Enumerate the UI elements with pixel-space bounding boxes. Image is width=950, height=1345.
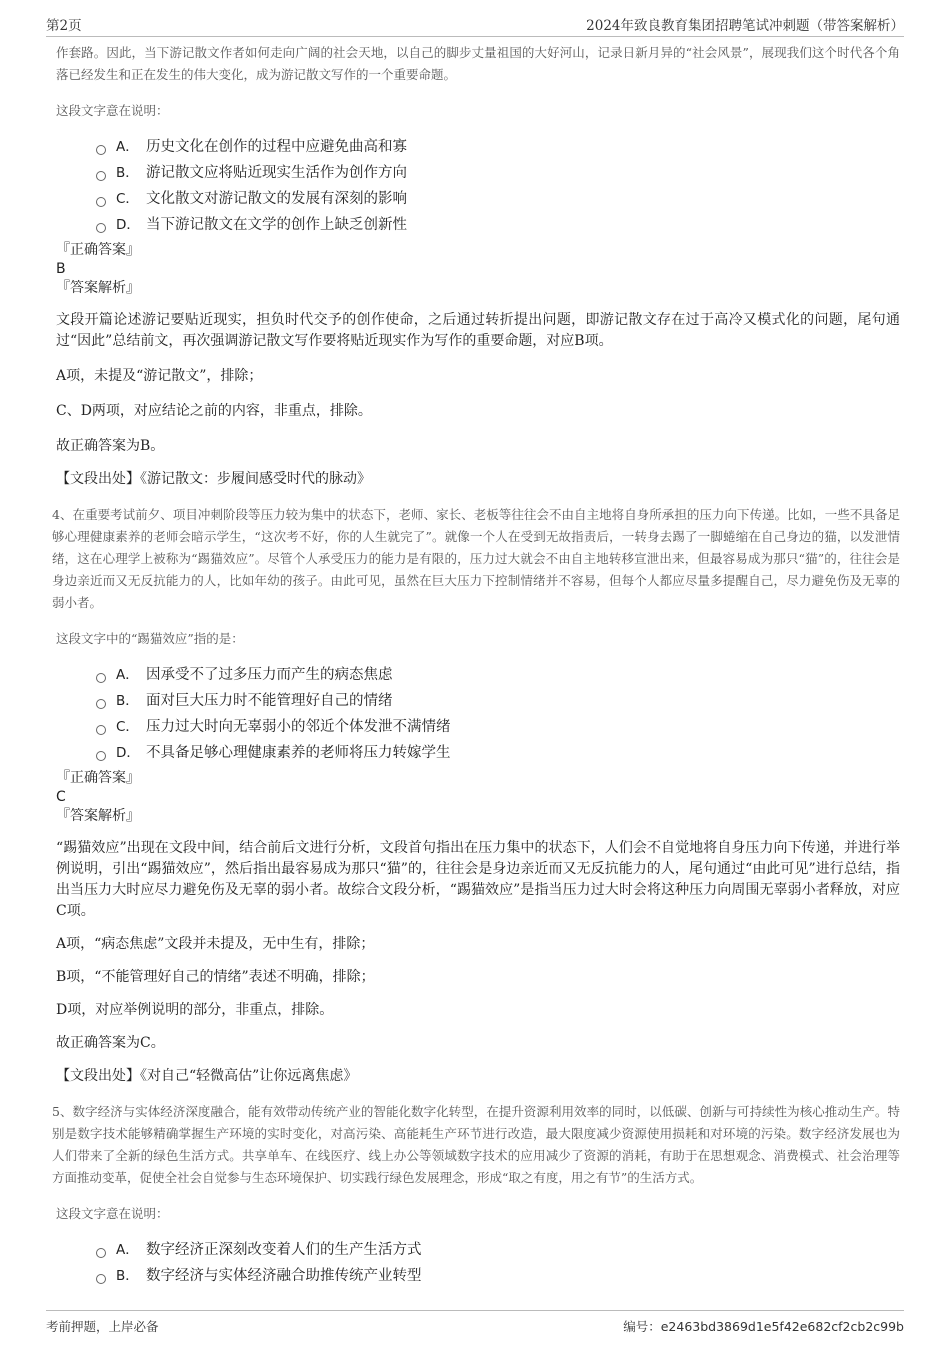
analysis-label: 『答案解析』: [56, 280, 140, 296]
radio-button-icon[interactable]: [96, 699, 106, 709]
analysis-text: C、D两项，对应结论之前的内容，非重点，排除。: [56, 403, 372, 419]
passage-source: 【文段出处】《游记散文：步履间感受时代的脉动》: [56, 471, 371, 487]
radio-button-icon[interactable]: [96, 673, 106, 683]
option-d[interactable]: D． 不具备足够心理健康素养的老师将压力转嫁学生: [96, 740, 900, 766]
question-3-passage: 作套路。因此，当下游记散文作者如何走向广阔的社会天地，以自己的脚步丈量祖国的大好河山，记录日新月异的“社会风景”，展现我们这个时代各个角落已经发生和正在发生的伟大变化，成为游记散文写作的一个重要命题。: [56, 45, 900, 82]
footer-slogan: 考前押题，上岸必备: [46, 1319, 159, 1334]
analysis-text: A项，未提及“游记散文”，排除；: [56, 368, 263, 384]
analysis-conclusion: 故正确答案为C。: [56, 1035, 165, 1051]
option-b[interactable]: B． 数字经济与实体经济融合助推传统产业转型: [96, 1263, 900, 1289]
question-4-prompt: 这段文字中的“踢猫效应”指的是：: [56, 631, 244, 646]
radio-button-icon[interactable]: [96, 751, 106, 761]
question-3-options: [96, 134, 900, 238]
option-b[interactable]: B． 游记散文应将贴近现实生活作为创作方向: [96, 160, 900, 186]
option-c[interactable]: C． 文化散文对游记散文的发展有深刻的影响: [96, 186, 900, 212]
option-d[interactable]: D． 当下游记散文在文学的创作上缺乏创新性: [96, 212, 900, 238]
question-3-prompt: 这段文字意在说明：: [56, 103, 169, 118]
question-4-passage: 4、在重要考试前夕、项目冲刺阶段等压力较为集中的状态下，老师、家长、老板等往往会不由自主地将自身所承担的压力向下传递。比如，一些不具备足够心理健康素养的老师会暗示学生，“这次考不好，你的人生就完了”。就像一个人在受到无故指责后，一转身去踢了一脚蜷缩在自己身边的猫，以发泄情绪，这在心理学上被称为“踢猫效应”。尽管个人承受压力的能力是有限的，压力过大就会不由自主地转移宣泄出来，但最容易成为那只“猫”的，往往会是身边亲近而又无反抗能力的人，比如年幼的孩子。由此可见，虽然在巨大压力下控制情绪并不容易，但每个人都应尽量多提醒自己，尽力避免伤及无辜的弱小者。: [52, 507, 900, 610]
radio-button-icon[interactable]: [96, 197, 106, 207]
option-c[interactable]: C． 压力过大时向无辜弱小的邻近个体发泄不满情绪: [96, 714, 900, 740]
document-id-value: e2463bd3869d1e5f42e682cf2cb2c99b: [660, 1319, 904, 1334]
answer-label: 『正确答案』: [56, 770, 140, 786]
answer-label: 『正确答案』: [56, 242, 140, 258]
correct-answer: B: [56, 261, 66, 277]
question-4-options: [96, 662, 900, 766]
document-title: 2024年致良教育集团招聘笔试冲刺题（带答案解析）: [586, 18, 904, 34]
option-a[interactable]: A． 历史文化在创作的过程中应避免曲高和寡: [96, 134, 900, 160]
radio-button-icon[interactable]: [96, 725, 106, 735]
radio-button-icon[interactable]: [96, 1274, 106, 1284]
radio-button-icon[interactable]: [96, 1248, 106, 1258]
correct-answer: C: [56, 789, 66, 805]
analysis-conclusion: 故正确答案为B。: [56, 438, 165, 454]
analysis-text: B项，“不能管理好自己的情绪”表述不明确，排除；: [56, 969, 375, 985]
page-number: 第2页: [46, 18, 82, 34]
analysis-text: D项，对应举例说明的部分，非重点，排除。: [56, 1002, 334, 1018]
document-id: [623, 1317, 904, 1335]
analysis-text: “踢猫效应”出现在文段中间，结合前后文进行分析，文段首句指出在压力集中的状态下，人们会不自觉地将自身压力向下传递，并进行举例说明，引出“踢猫效应”，然后指出最容易成为那只“猫”的，往往会是身边亲近而又无反抗能力的人，尾句通过“由此可见”进行总结，指出当压力大时应尽力避免伤及无辜的弱小者。故综合文段分析，“踢猫效应”是指当压力过大时会将这种压力向周围无辜弱小者释放，对应C项。: [56, 840, 900, 919]
radio-button-icon[interactable]: [96, 223, 106, 233]
option-b[interactable]: B． 面对巨大压力时不能管理好自己的情绪: [96, 688, 900, 714]
document-id-label: 编号：: [623, 1319, 661, 1334]
question-5-prompt: 这段文字意在说明：: [56, 1206, 169, 1221]
option-a[interactable]: A． 因承受不了过多压力而产生的病态焦虑: [96, 662, 900, 688]
analysis-label: 『答案解析』: [56, 808, 140, 824]
document-body: [52, 42, 900, 1289]
page-header: [46, 10, 904, 37]
page-footer: [46, 1310, 904, 1335]
analysis-text: A项，“病态焦虑”文段并未提及，无中生有，排除；: [56, 936, 375, 952]
passage-source: 【文段出处】《对自己“轻微高估”让你远离焦虑》: [56, 1068, 358, 1084]
question-5-options: [96, 1237, 900, 1289]
analysis-text: 文段开篇论述游记要贴近现实，担负时代交予的创作使命，之后通过转折提出问题，即游记散文存在过于高冷又模式化的问题，尾句通过“因此”总结前文，再次强调游记散文写作要将贴近现实作为写作的重要命题，对应B项。: [56, 312, 900, 349]
radio-button-icon[interactable]: [96, 171, 106, 181]
question-5-passage: 5、数字经济与实体经济深度融合，能有效带动传统产业的智能化数字化转型，在提升资源利用效率的同时，以低碳、创新与可持续性为核心推动生产。特别是数字技术能够精确掌握生产环境的实时变化，对高污染、高能耗生产环节进行改造，最大限度减少资源使用损耗和对环境的污染。数字经济发展也为人们带来了全新的绿色生活方式。共享单车、在线医疗、线上办公等领域数字技术的应用减少了资源的消耗，有助于在思想观念、消费模式、社会治理等方面推动变革，促使全社会自觉参与生态环境保护、切实践行绿色发展理念，形成“取之有度，用之有节”的生活方式。: [52, 1104, 900, 1185]
option-a[interactable]: A． 数字经济正深刻改变着人们的生产生活方式: [96, 1237, 900, 1263]
radio-button-icon[interactable]: [96, 145, 106, 155]
